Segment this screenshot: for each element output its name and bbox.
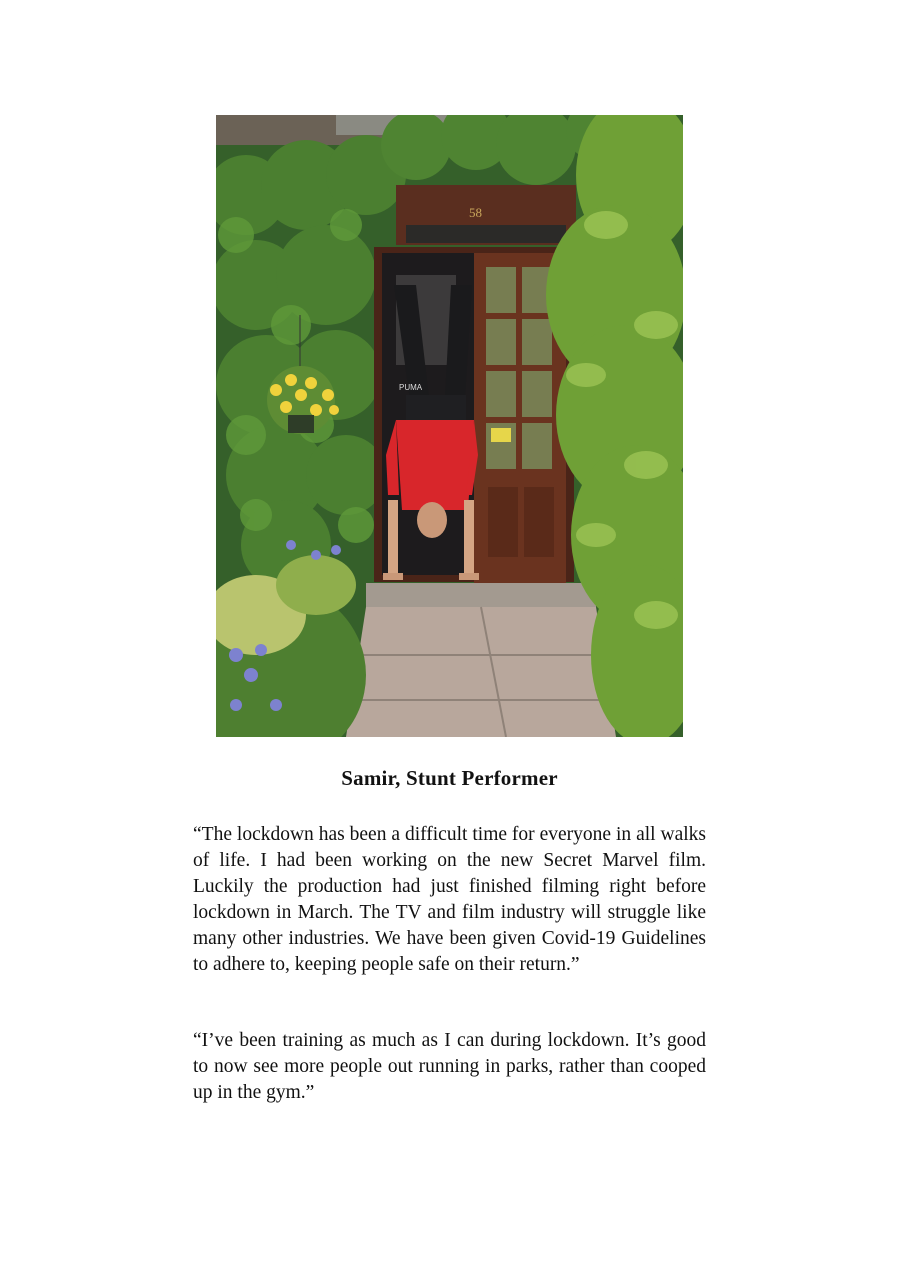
photo-handstand-doorway [216,115,683,737]
house-number: 58 [469,205,482,220]
photo-caption: Samir, Stunt Performer [341,766,558,790]
quote-paragraph-1: “The lockdown has been a difficult time for everyone in all walks of life. I had been working on the new Secret Marvel film. Luckily the production had just finished filming right before lockdown in March. The TV and film industry will struggle like many other industries. We have been given Covid-19 Guidelines to adhere to, keeping people safe on their return.” [193,824,706,975]
quote-paragraph-2: “I’ve been training as much as I can during lockdown. It’s good to now see more people out running in parks, rather than cooped up in the gym.” [193,1030,706,1103]
trouser-logo: PUMA [399,383,423,392]
